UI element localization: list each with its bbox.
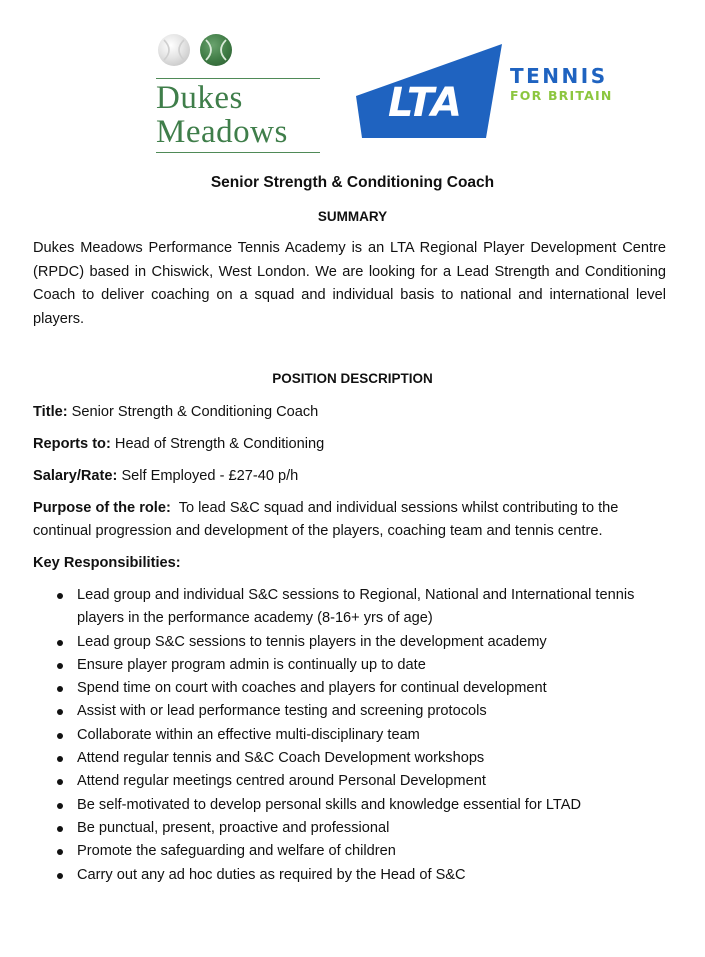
list-item: Attend regular tennis and S&C Coach Development workshops (55, 747, 675, 770)
lta-mark-text: LTA (388, 80, 463, 126)
field-purpose (33, 497, 673, 543)
dukes-meadows-logo (156, 32, 322, 154)
position-description-heading: POSITION DESCRIPTION (272, 371, 433, 386)
field-purpose-value: To lead S&C squad and individual sessions whilst contributing to the continual progression and development of the players, coaching team and tennis centre. (33, 500, 619, 539)
list-item: Carry out any ad hoc duties as required by the Head of S&C (55, 864, 675, 887)
lta-tennis-word: TENNIS (510, 64, 608, 88)
list-item: Spend time on court with coaches and players for continual development (55, 677, 675, 700)
field-salary-rate (33, 465, 673, 487)
white-ball-icon (158, 34, 190, 66)
list-item: Assist with or lead performance testing and screening protocols (55, 700, 675, 723)
list-item: Collaborate within an effective multi-disciplinary team (55, 724, 675, 747)
key-responsibilities-heading: Key Responsibilities: (33, 555, 181, 571)
field-title-value: Senior Strength & Conditioning Coach (71, 404, 319, 420)
summary-paragraph: Dukes Meadows Performance Tennis Academy is an LTA Regional Player Development Centre (RPDC) based in Chiswick, West London. We are looking for a Lead Strength and Conditioning Coach to deliver coaching on a squad and individual basis to national and international level players. (33, 240, 666, 327)
list-item: Lead group and individual S&C sessions to Regional, National and International tennis players in the performance academy (8-16+ yrs of age) (55, 584, 675, 631)
list-item: Lead group S&C sessions to tennis players in the development academy (55, 631, 675, 654)
logo-rule-bottom (156, 152, 320, 153)
green-ball-icon (200, 34, 232, 66)
job-title: Senior Strength & Conditioning Coach (210, 174, 495, 191)
field-title (33, 401, 673, 423)
logo-rule-top (156, 78, 320, 79)
field-salary-label: Salary/Rate: (33, 468, 118, 484)
field-reports-to (33, 433, 673, 455)
tennis-balls-icon (156, 32, 236, 70)
list-item: Be self-motivated to develop personal skills and knowledge essential for LTAD (55, 794, 675, 817)
logo-word-dukes: Dukes (156, 80, 243, 116)
list-item: Promote the safeguarding and welfare of children (55, 840, 675, 863)
summary-heading: SUMMARY (317, 209, 388, 224)
field-reports-label: Reports to: (33, 436, 111, 452)
field-purpose-label: Purpose of the role: (33, 500, 171, 516)
list-item: Ensure player program admin is continually up to date (55, 654, 675, 677)
responsibilities-list (55, 584, 675, 887)
logo-word-meadows: Meadows (156, 114, 288, 150)
list-item: Be punctual, present, proactive and professional (55, 817, 675, 840)
list-item: Attend regular meetings centred around Personal Development (55, 770, 675, 793)
field-salary-value: Self Employed - £27-40 p/h (121, 468, 299, 484)
field-reports-value: Head of Strength & Conditioning (114, 436, 325, 452)
lta-for-britain-word: FOR BRITAIN (510, 88, 613, 103)
field-title-label: Title: (33, 404, 68, 420)
